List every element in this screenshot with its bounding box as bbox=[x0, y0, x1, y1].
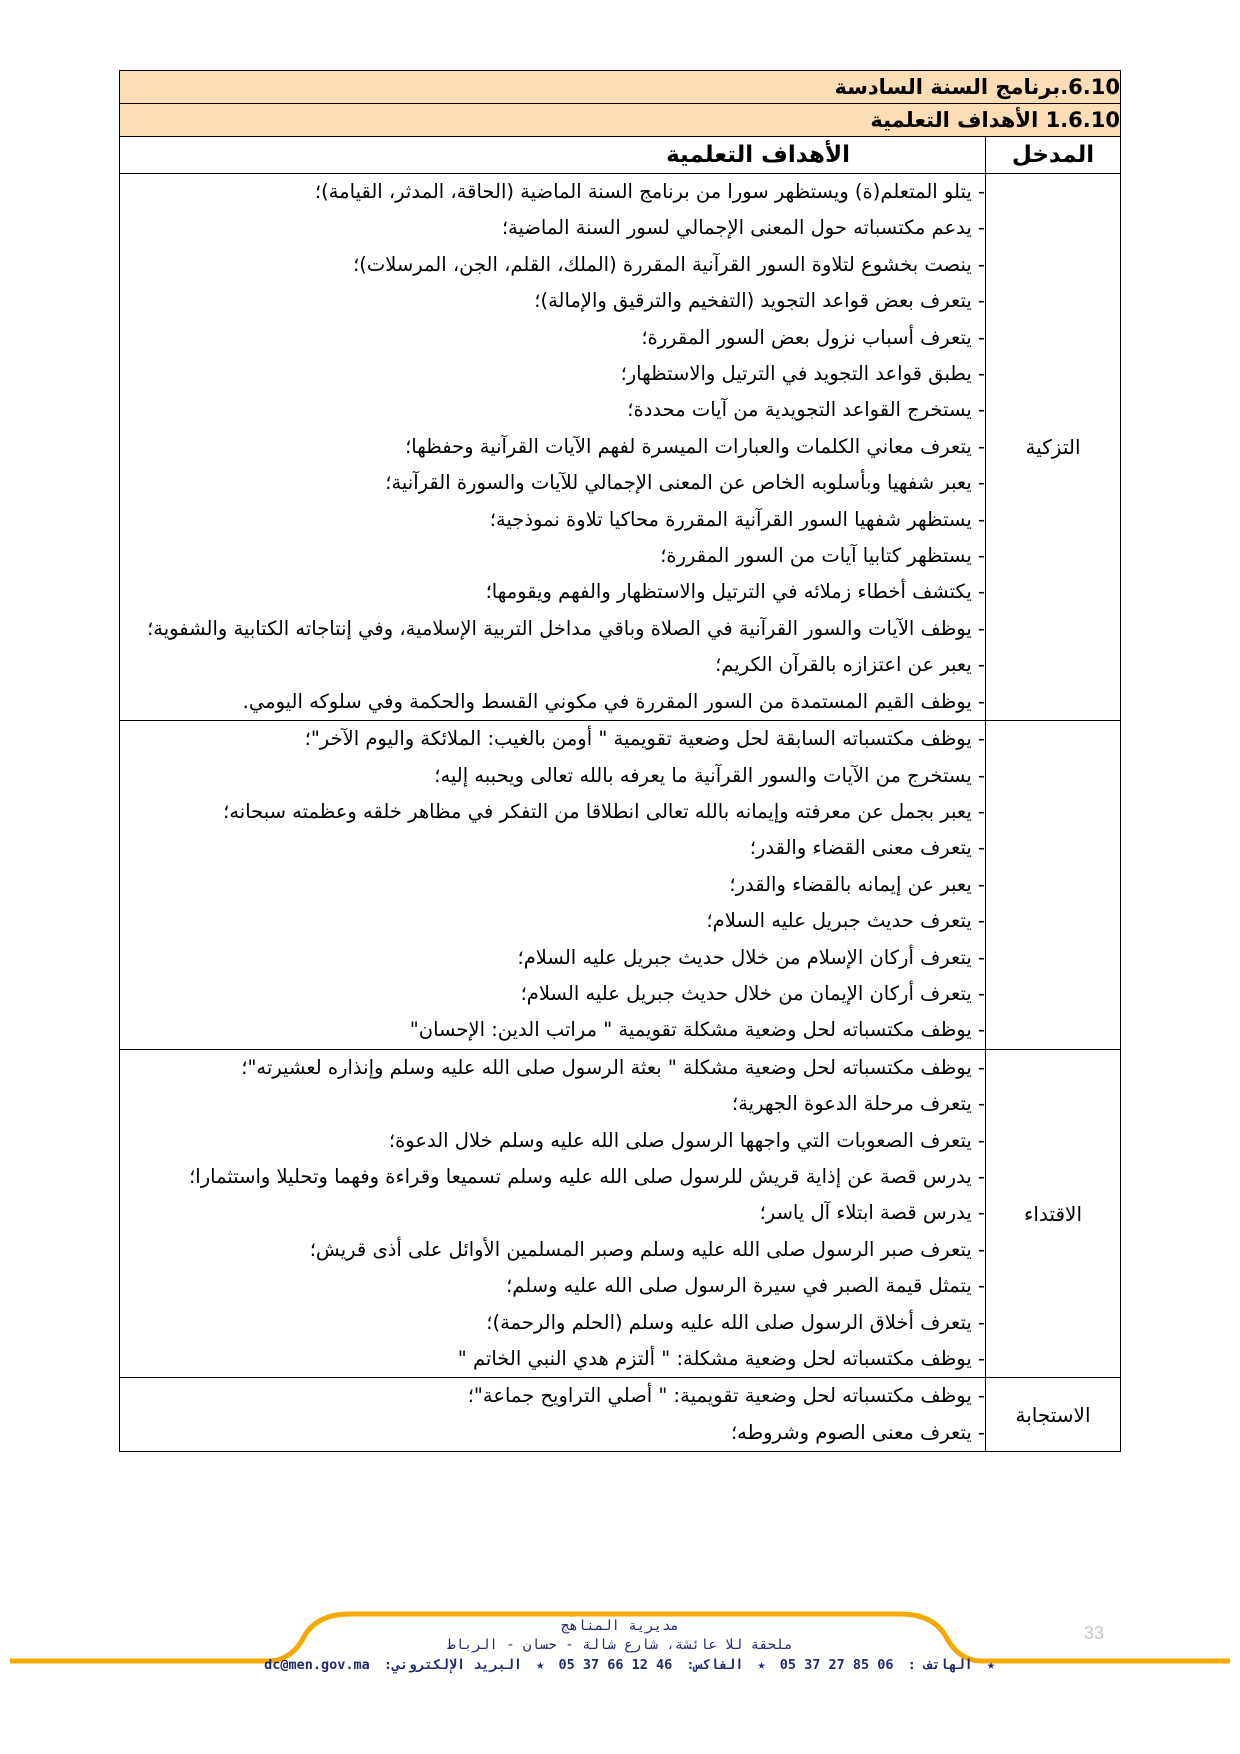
list-item: - يتعرف معنى الصوم وشروطه؛ bbox=[730, 1420, 985, 1444]
table-row bbox=[120, 1378, 1121, 1452]
list-item: - يستخرج من الآيات والسور القرآنية ما يعرفه بالله تعالى ويحببه إليه؛ bbox=[434, 763, 985, 787]
table-row bbox=[120, 174, 1121, 721]
table-row bbox=[120, 1049, 1121, 1378]
list-item: - يعبر بجمل عن معرفته وإيمانه بالله تعالى انطلاقا من التفكر في مظاهر خلقه وعظمته سبحانه؛ bbox=[223, 799, 985, 823]
list-item: - يدرس قصة ابتلاء آل ياسر؛ bbox=[759, 1201, 985, 1225]
list-item: - يوظف القيم المستمدة من السور المقررة في مكوني القسط والحكمة وفي سلوكه اليومي. bbox=[242, 689, 985, 713]
page-number: 33 bbox=[1084, 1623, 1105, 1643]
subsection-title: 1.6.10 الأهداف التعلمية bbox=[120, 104, 1121, 137]
list-item: - يتعرف معاني الكلمات والعبارات الميسرة لفهم الآيات القرآنية وحفظها؛ bbox=[405, 434, 985, 458]
fax-label: الفاكس: bbox=[686, 1657, 744, 1673]
page-footer bbox=[0, 1605, 1240, 1725]
list-item: - يتعرف أركان الإسلام من خلال حديث جبريل عليه السلام؛ bbox=[517, 945, 985, 969]
list-item: - يوظف الآيات والسور القرآنية في الصلاة وباقي مداخل التربية الإسلامية، وفي إنتاجاته الكتابية والشفوية؛ bbox=[147, 616, 985, 640]
list-item: - يطبق قواعد التجويد في الترتيل والاستظهار؛ bbox=[620, 362, 985, 386]
domain-cell: التزكية bbox=[986, 174, 1121, 721]
subsection-title-row bbox=[120, 104, 1121, 137]
list-item: - يوظف مكتسباته لحل وضعية مشكلة " بعثة الرسول صلى الله عليه وسلم وإنذاره لعشيرته"؛ bbox=[241, 1055, 985, 1079]
list-item: - يتعرف بعض قواعد التجويد (التفخيم والترقيق والإمالة)؛ bbox=[534, 289, 985, 313]
list-item: - يتعرف أركان الإيمان من خلال حديث جبريل عليه السلام؛ bbox=[520, 981, 985, 1005]
list-item: - يعبر عن اعتزازه بالقرآن الكريم؛ bbox=[715, 653, 985, 677]
section-title: 6.10.برنامج السنة السادسة bbox=[120, 71, 1121, 104]
list-item: - يتعرف حديث جبريل عليه السلام؛ bbox=[706, 909, 985, 933]
list-item: - يوظف مكتسباته السابقة لحل وضعية تقويمية " أومن بالغيب: الملائكة واليوم الآخر"؛ bbox=[304, 727, 985, 751]
star-icon: ★ bbox=[757, 1657, 766, 1673]
list-item: - يتعرف مرحلة الدعوة الجهرية؛ bbox=[732, 1092, 985, 1116]
objectives-table bbox=[119, 70, 1121, 1452]
table-body bbox=[120, 174, 1121, 1452]
list-item: - يعبر عن إيمانه بالقضاء والقدر؛ bbox=[729, 872, 985, 896]
column-header-domain: المدخل bbox=[986, 137, 1121, 174]
phone-number: 05 37 27 85 06 bbox=[779, 1657, 894, 1673]
domain-cell: الاقتداء bbox=[986, 1049, 1121, 1378]
footer-address: ملحقة للا عائشة، شارع شالة - حسان - الرباط bbox=[447, 1637, 793, 1653]
list-item: - يدرس قصة عن إذاية قريش للرسول صلى الله عليه وسلم تسميعا وقراءة وفهما وتحليلا واستثمارا؛ bbox=[189, 1164, 985, 1188]
goal-list bbox=[120, 174, 985, 720]
list-item: - يتمثل قيمة الصبر في سيرة الرسول صلى الله عليه وسلم؛ bbox=[506, 1274, 985, 1298]
curriculum-document bbox=[119, 70, 1121, 1452]
star-icon: ★ bbox=[536, 1657, 545, 1673]
list-item: - يوظف مكتسباته لحل وضعية مشكلة: " ألتزم هدي النبي الخاتم " bbox=[457, 1347, 985, 1370]
list-item: - يتعرف الصعوبات التي واجهها الرسول صلى الله عليه وسلم خلال الدعوة؛ bbox=[388, 1128, 985, 1152]
footer-banner-shape bbox=[0, 1605, 1240, 1665]
list-item: - يتعرف أسباب نزول بعض السور المقررة؛ bbox=[641, 325, 985, 349]
list-item: - يدعم مكتسباته حول المعنى الإجمالي لسور السنة الماضية؛ bbox=[501, 216, 985, 240]
phone-label: الهاتف : bbox=[907, 1657, 973, 1673]
goals-cell bbox=[120, 721, 986, 1050]
list-item: - يعبر شفهيا وبأسلوبه الخاص عن المعنى الإجمالي للآيات والسورة القرآنية؛ bbox=[385, 471, 985, 495]
footer-contact bbox=[258, 1657, 995, 1673]
section-title-row bbox=[120, 71, 1121, 104]
list-item: - يتعرف صبر الرسول صلى الله عليه وسلم وصبر المسلمين الأوائل على أذى قريش؛ bbox=[309, 1237, 985, 1261]
domain-cell bbox=[986, 721, 1121, 1050]
goal-list bbox=[120, 1050, 985, 1378]
list-item: - يتعرف أخلاق الرسول صلى الله عليه وسلم (الحلم والرحمة)؛ bbox=[486, 1310, 985, 1334]
email-label: البريد الإلكتروني: bbox=[383, 1657, 523, 1673]
list-item: - يتعرف معنى القضاء والقدر؛ bbox=[749, 836, 985, 860]
list-item: - يستظهر شفهيا السور القرآنية المقررة محاكيا تلاوة نموذجية؛ bbox=[489, 507, 985, 531]
goals-cell bbox=[120, 1378, 986, 1452]
star-icon: ★ bbox=[986, 1657, 995, 1673]
table-row bbox=[120, 721, 1121, 1050]
list-item: - يستظهر كتابيا آيات من السور المقررة؛ bbox=[660, 544, 985, 568]
goal-list bbox=[120, 1378, 985, 1451]
footer-department: مديرية المناهج bbox=[560, 1618, 679, 1634]
domain-cell: الاستجابة bbox=[986, 1378, 1121, 1452]
list-item: - يكتشف أخطاء زملائه في الترتيل والاستظهار والفهم ويقومها؛ bbox=[485, 580, 985, 604]
goal-list bbox=[120, 721, 985, 1049]
list-item: - يوظف مكتسباته لحل وضعية تقويمية: " أصلي التراويح جماعة"؛ bbox=[467, 1384, 985, 1408]
column-header-goals: الأهداف التعلمية bbox=[120, 137, 986, 174]
goals-cell bbox=[120, 174, 986, 721]
list-item: - يوظف مكتسباته لحل وضعية مشكلة تقويمية " مراتب الدين: الإحسان" bbox=[409, 1018, 985, 1042]
column-header-row bbox=[120, 137, 1121, 174]
fax-number: 05 37 66 12 46 bbox=[558, 1657, 673, 1673]
list-item: - يستخرج القواعد التجويدية من آيات محددة؛ bbox=[627, 398, 985, 422]
list-item: - يتلو المتعلم(ة) ويستظهر سورا من برنامج السنة الماضية (الحاقة، المدثر، القيامة)؛ bbox=[314, 180, 985, 203]
list-item: - ينصت بخشوع لتلاوة السور القرآنية المقررة (الملك، القلم، الجن، المرسلات)؛ bbox=[353, 252, 985, 276]
goals-cell bbox=[120, 1049, 986, 1378]
email-address[interactable]: dc@men.gov.ma bbox=[264, 1657, 370, 1673]
